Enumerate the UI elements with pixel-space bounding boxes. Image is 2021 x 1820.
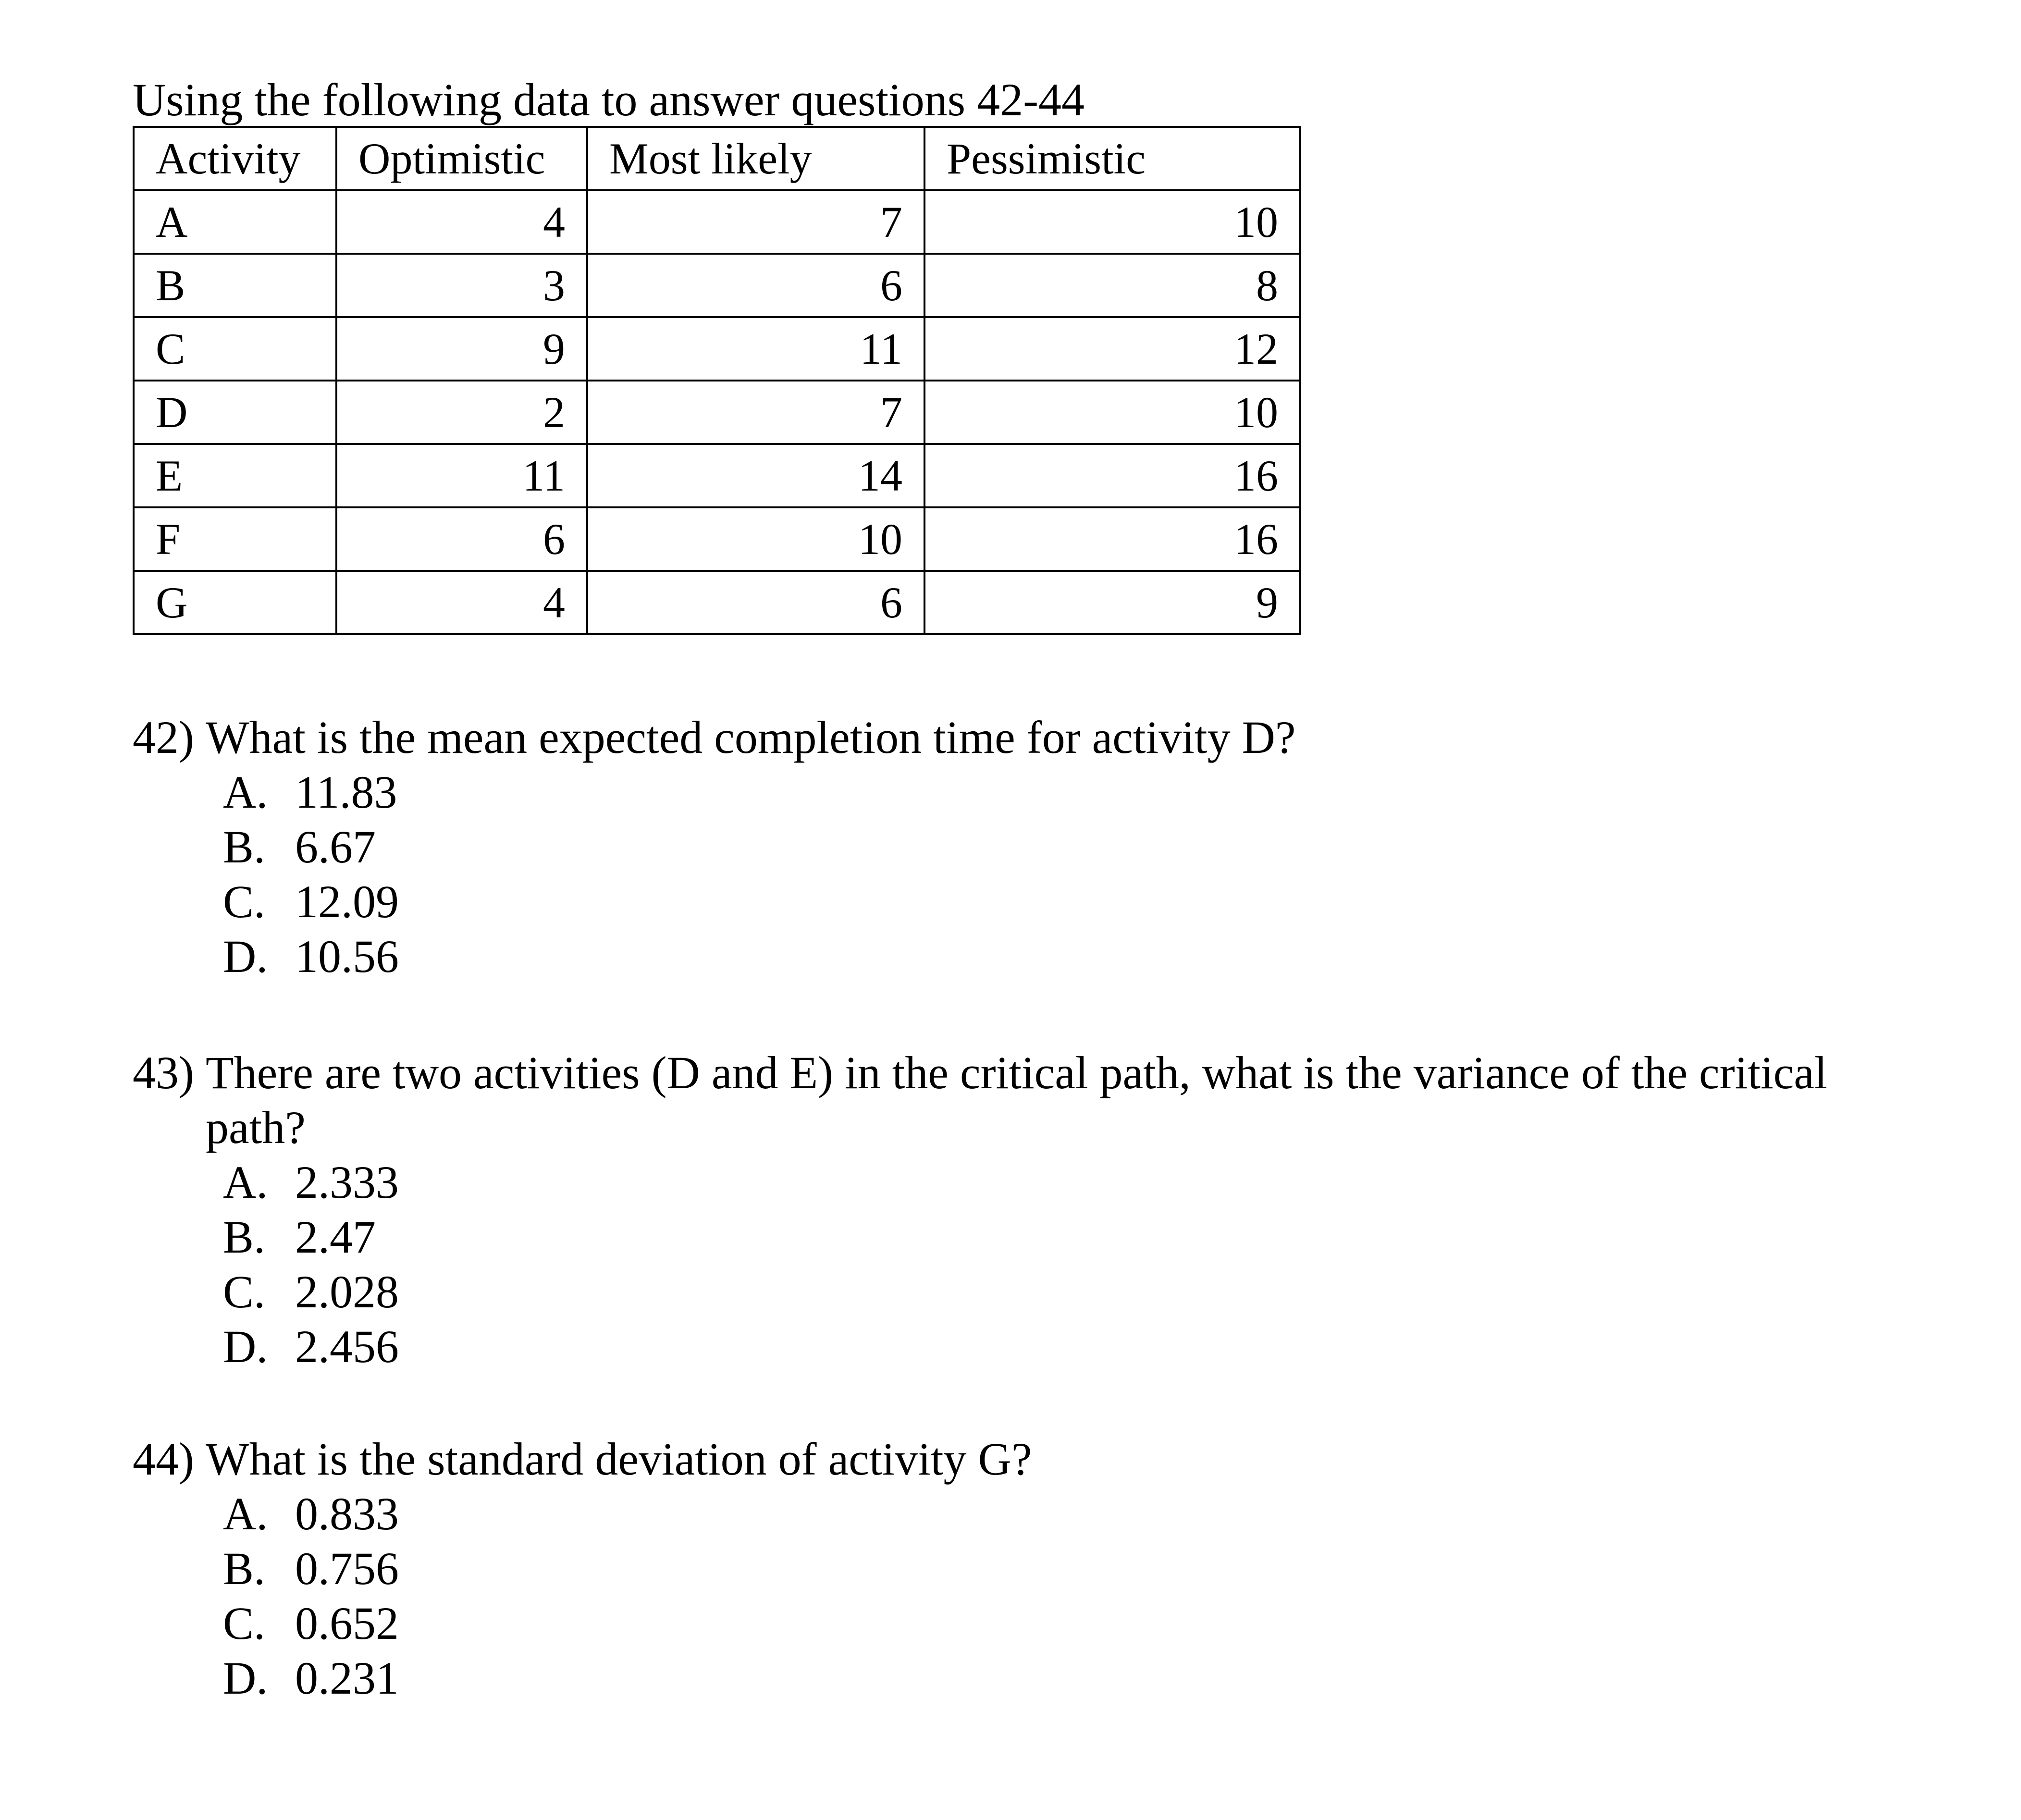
cell-optimistic: 4 — [336, 571, 587, 634]
cell-pessimistic: 9 — [924, 571, 1300, 634]
cell-optimistic: 2 — [336, 381, 587, 444]
table-row — [134, 507, 1300, 571]
option-value: 2.456 — [295, 1321, 399, 1372]
option-value: 0.756 — [295, 1543, 399, 1594]
question-number: 44) — [133, 1433, 194, 1485]
cell-most-likely: 11 — [587, 317, 924, 381]
cell-activity: G — [134, 571, 336, 634]
option-value: 0.833 — [295, 1488, 399, 1539]
option-value: 6.67 — [295, 821, 376, 873]
option-letter: D. — [223, 1652, 268, 1704]
cell-most-likely: 7 — [587, 190, 924, 254]
answer-option[interactable] — [223, 1319, 1827, 1374]
question-body: There are two activities (D and E) in the critical path, what is the variance of the critical — [206, 1047, 1827, 1098]
cell-optimistic: 4 — [336, 190, 587, 254]
question-number: 43) — [133, 1047, 194, 1098]
option-value: 2.333 — [295, 1156, 399, 1208]
cell-activity: A — [134, 190, 336, 254]
activity-table — [133, 126, 1301, 635]
option-value: 10.56 — [295, 931, 399, 982]
answer-option[interactable] — [223, 874, 1296, 929]
cell-optimistic: 9 — [336, 317, 587, 381]
cell-activity: F — [134, 507, 336, 571]
option-letter: C. — [223, 1266, 266, 1317]
option-value: 11.83 — [295, 766, 397, 818]
answer-options — [133, 1487, 1032, 1706]
cell-optimistic: 11 — [336, 444, 587, 507]
header-pessimistic: Pessimistic — [924, 127, 1300, 190]
cell-activity: C — [134, 317, 336, 381]
answer-options — [133, 1155, 1827, 1374]
answer-option[interactable] — [223, 1155, 1827, 1210]
question-44 — [133, 1432, 1032, 1706]
table-row — [134, 190, 1300, 254]
option-letter: A. — [223, 1156, 268, 1208]
option-letter: B. — [223, 1543, 266, 1594]
answer-option[interactable] — [223, 1541, 1032, 1596]
question-continuation: path? — [206, 1102, 306, 1153]
option-letter: A. — [223, 766, 268, 818]
table-row — [134, 571, 1300, 634]
cell-pessimistic: 16 — [924, 507, 1300, 571]
option-value: 0.231 — [295, 1652, 399, 1704]
header-activity: Activity — [134, 127, 336, 190]
option-letter: D. — [223, 1321, 268, 1372]
cell-optimistic: 6 — [336, 507, 587, 571]
cell-pessimistic: 10 — [924, 381, 1300, 444]
header-most-likely: Most likely — [587, 127, 924, 190]
option-value: 0.652 — [295, 1598, 399, 1649]
answer-option[interactable] — [223, 1487, 1032, 1541]
cell-activity: B — [134, 254, 336, 317]
table-row — [134, 381, 1300, 444]
cell-pessimistic: 10 — [924, 190, 1300, 254]
question-text — [133, 710, 1296, 765]
cell-most-likely: 6 — [587, 254, 924, 317]
question-42 — [133, 710, 1296, 984]
option-value: 2.028 — [295, 1266, 399, 1317]
option-letter: C. — [223, 876, 266, 927]
answer-option[interactable] — [223, 929, 1296, 984]
question-text — [133, 1045, 1827, 1100]
cell-most-likely: 10 — [587, 507, 924, 571]
cell-pessimistic: 12 — [924, 317, 1300, 381]
table-row — [134, 444, 1300, 507]
cell-activity: E — [134, 444, 336, 507]
question-body: What is the standard deviation of activity G? — [206, 1433, 1032, 1485]
cell-most-likely: 6 — [587, 571, 924, 634]
intro-text: Using the following data to answer questions 42-44 — [133, 74, 1085, 125]
answer-option[interactable] — [223, 1265, 1827, 1319]
answer-option[interactable] — [223, 1651, 1032, 1706]
option-value: 12.09 — [295, 876, 399, 927]
question-number: 42) — [133, 712, 194, 763]
option-value: 2.47 — [295, 1211, 376, 1263]
cell-most-likely: 7 — [587, 381, 924, 444]
table-row — [134, 254, 1300, 317]
answer-option[interactable] — [223, 1596, 1032, 1651]
question-body: What is the mean expected completion time for activity D? — [206, 712, 1296, 763]
cell-pessimistic: 8 — [924, 254, 1300, 317]
table-row — [134, 317, 1300, 381]
answer-options — [133, 765, 1296, 984]
cell-pessimistic: 16 — [924, 444, 1300, 507]
cell-optimistic: 3 — [336, 254, 587, 317]
answer-option[interactable] — [223, 820, 1296, 874]
header-optimistic: Optimistic — [336, 127, 587, 190]
table-header-row — [134, 127, 1300, 190]
answer-option[interactable] — [223, 765, 1296, 820]
cell-most-likely: 14 — [587, 444, 924, 507]
cell-activity: D — [134, 381, 336, 444]
option-letter: A. — [223, 1488, 268, 1539]
question-43 — [133, 1045, 1827, 1374]
option-letter: B. — [223, 1211, 266, 1263]
answer-option[interactable] — [223, 1210, 1827, 1265]
question-text — [133, 1432, 1032, 1487]
option-letter: B. — [223, 821, 266, 873]
option-letter: D. — [223, 931, 268, 982]
option-letter: C. — [223, 1598, 266, 1649]
